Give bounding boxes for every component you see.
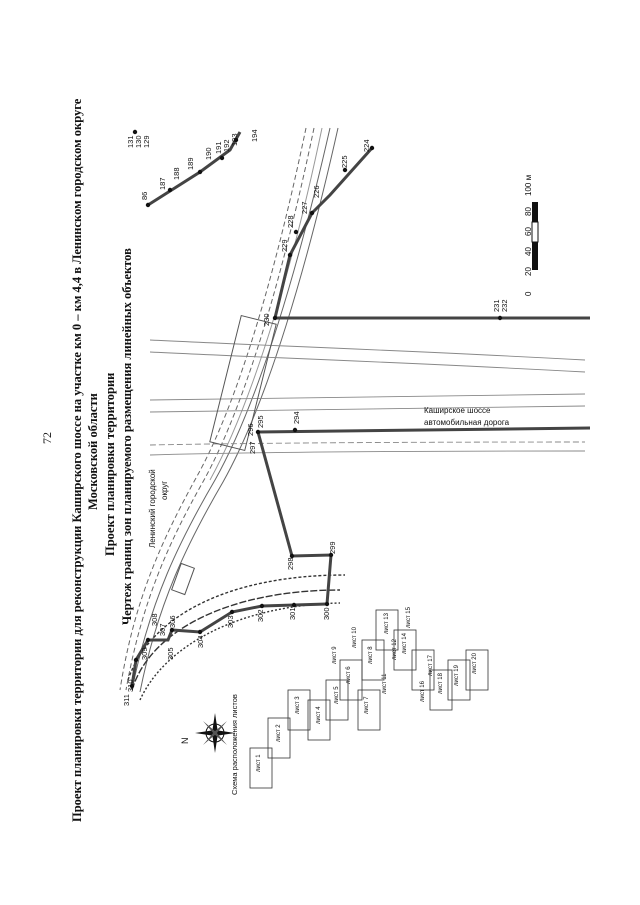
sheet-label: лист 13 — [384, 613, 390, 634]
sheet-label: лист 16 — [420, 681, 426, 702]
point-label: 305 — [166, 647, 175, 660]
sheet-label: лист 15 — [406, 607, 412, 628]
sheet-label: лист 7 — [364, 696, 370, 714]
north-arrow-icon — [195, 713, 235, 753]
road-label-1: автомобильная дорога — [424, 418, 510, 427]
sheet-label: лист 14 — [402, 633, 408, 654]
point-label: 227 — [300, 201, 309, 214]
point-label: 300 — [322, 607, 331, 620]
point-label: 191 — [214, 141, 223, 154]
point-label: 301 — [288, 607, 297, 620]
title-line-3: Проект планировки территории — [103, 372, 117, 556]
point-label: 194 — [250, 129, 259, 142]
point-label: 224 — [362, 139, 371, 152]
sheet-label: лист 17 — [428, 655, 434, 676]
scale-tick-0: 0 — [524, 291, 533, 296]
sheet-label: лист 12 — [392, 639, 398, 660]
sheet-label: лист 3 — [295, 696, 301, 714]
point-label: 192 — [222, 139, 231, 152]
point-label: 131 — [126, 135, 135, 148]
point-label: 189 — [186, 157, 195, 170]
point-label: 232 — [500, 299, 509, 312]
point-label: 296 — [246, 423, 255, 436]
ramp-arcs — [128, 575, 345, 700]
point-label: 86 — [140, 191, 149, 200]
title-line-4: Чертеж границ зон планируемого размещения линейных объектов — [120, 248, 134, 625]
district-label-2: округ — [160, 480, 169, 500]
sheet-label: лист 10 — [352, 627, 358, 648]
scale-tick-60: 60 — [524, 227, 533, 236]
point-label: 307 — [158, 623, 167, 636]
sheet-label: лист 8 — [368, 646, 374, 664]
scale-tick-20: 20 — [524, 267, 533, 276]
district-label-1: Ленинский городской — [148, 469, 157, 548]
sheet-label: лист 5 — [334, 686, 340, 704]
point-label: 311 — [122, 694, 131, 706]
road-label-2: Каширское шоссе — [424, 406, 491, 415]
point-label: 230 — [262, 313, 271, 326]
points-right — [273, 146, 502, 320]
sheet-label: лист 1 — [256, 754, 262, 772]
point-label: 299 — [328, 541, 337, 554]
north-label: N — [180, 737, 190, 744]
point-label: 295 — [256, 415, 265, 428]
point-label: 303 — [226, 615, 235, 628]
sheet-label: лист 11 — [382, 673, 388, 694]
point-label: 188 — [172, 167, 181, 180]
point-label: 129 — [142, 135, 151, 148]
key-map-title: Схема расположения листов — [230, 694, 239, 795]
scale-tick-40: 40 — [524, 247, 533, 256]
title-line-2: Московской области — [86, 393, 100, 510]
bridge-structures — [172, 316, 277, 595]
point-label: 187 — [158, 177, 167, 190]
sheet-label: лист 2 — [276, 724, 282, 742]
point-label: 225 — [340, 155, 349, 168]
crossing-road — [150, 340, 585, 455]
sheet-label: лист 19 — [454, 665, 460, 686]
point-label: 310 — [126, 679, 135, 692]
point-label: 302 — [256, 609, 265, 622]
sheet-label: лист 20 — [472, 653, 478, 674]
point-label: 193 — [230, 133, 239, 146]
point-label: 190 — [204, 147, 213, 160]
page-number: 72 — [40, 432, 54, 444]
point-label: 130 — [134, 135, 143, 148]
point-label: 228 — [286, 215, 295, 228]
point-label: 304 — [196, 635, 205, 648]
point-label: 226 — [312, 185, 321, 198]
sheet-label: лист 18 — [438, 673, 444, 694]
point-label: 308 — [150, 613, 159, 626]
point-label: 294 — [292, 411, 301, 424]
point-label: 306 — [168, 615, 177, 628]
title-line-1: Проект планировки территории для реконструкции Каширского шоссе на участке км 0 – км 4,4 в Ленинском городском округе — [70, 98, 84, 822]
point-label: 297 — [248, 441, 257, 454]
point-label: 229 — [280, 239, 289, 252]
scale-ticks — [520, 174, 550, 300]
sheet-label: лист 6 — [346, 666, 352, 684]
scale-tick-100: 100 м — [524, 174, 533, 196]
point-label: 309 — [140, 647, 149, 660]
scale-tick-80: 80 — [524, 207, 533, 216]
sheet-label: лист 9 — [332, 646, 338, 664]
point-label: 231 — [492, 299, 501, 312]
point-label: 298 — [286, 557, 295, 570]
sheet-label: лист 4 — [316, 706, 322, 724]
